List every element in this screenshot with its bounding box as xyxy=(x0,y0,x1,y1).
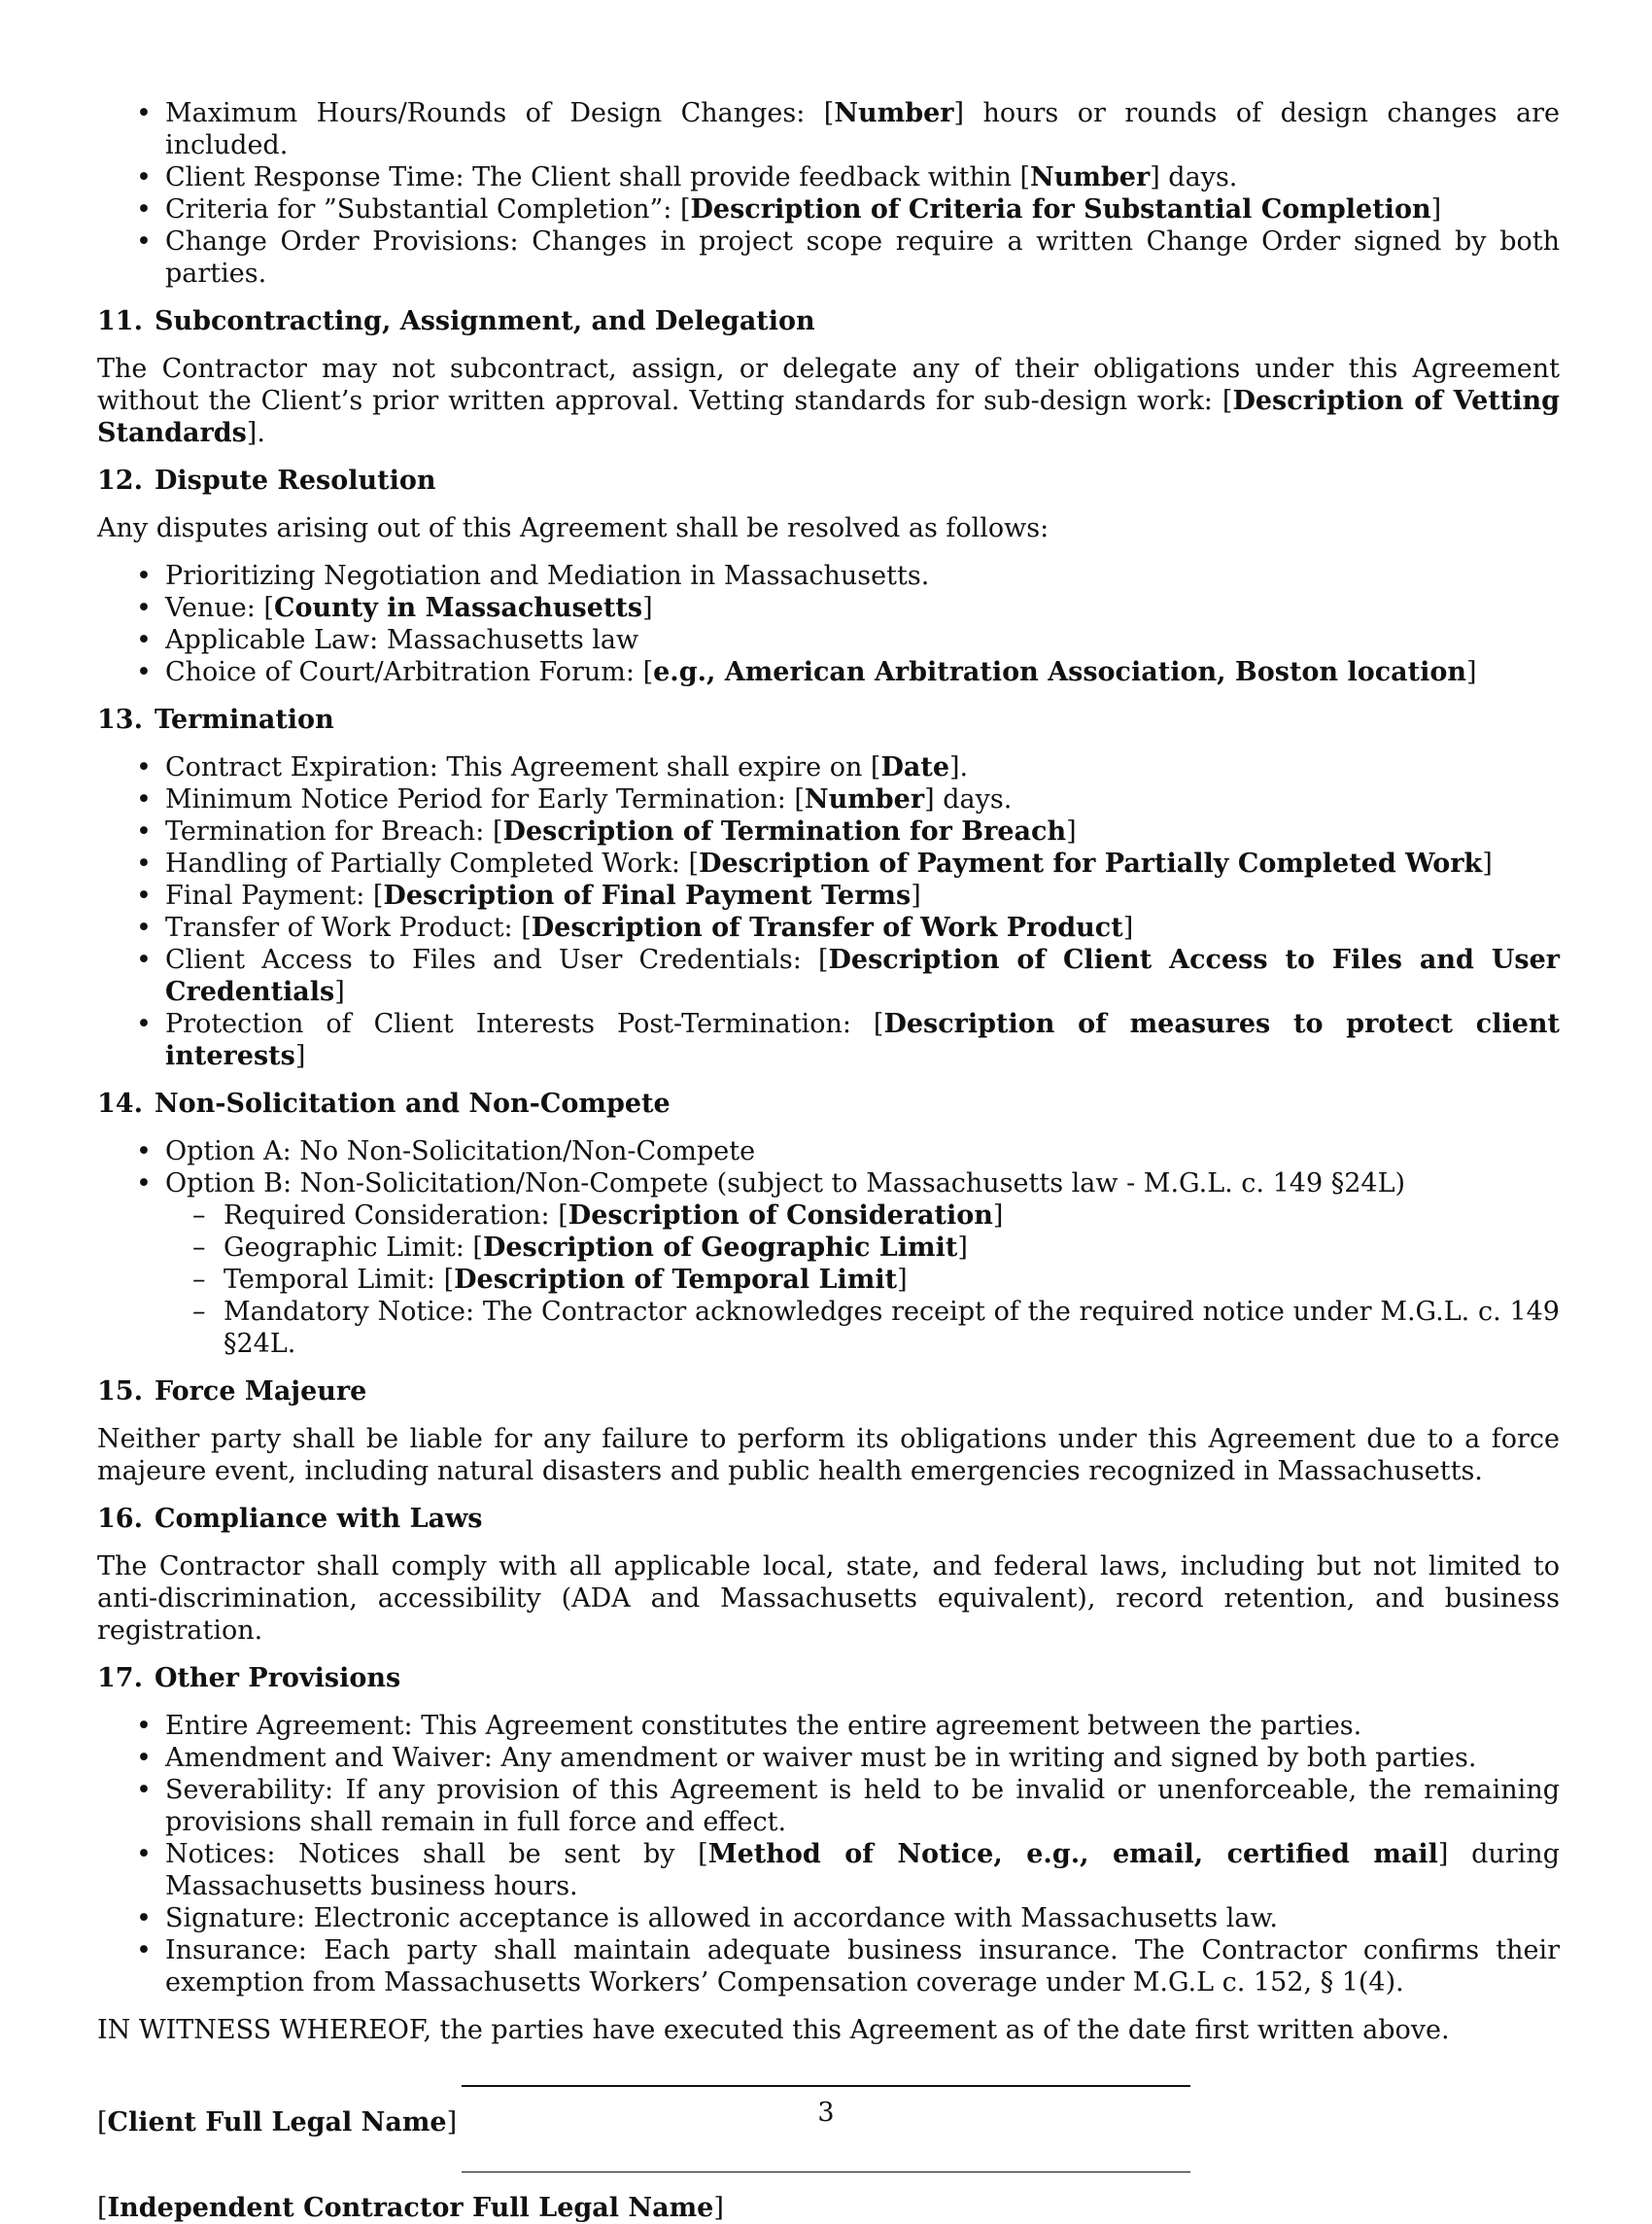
option-b: • Option B: Non-Solicitation/Non-Compete (subject to Massachusetts law - M.G.L. c. 149 §24L) xyxy=(97,1167,1560,1199)
page-number: 3 xyxy=(817,2098,835,2128)
section-11-text: The Contractor may not subcontract, assign, or delegate any of their obligations under this Agreement without the Client’s prior written approval. Vetting standards for sub-design work: [Description of Vetting Standards]. xyxy=(97,354,1560,448)
section-heading-13: 13. Termination xyxy=(97,705,334,735)
contractor-signature-name: [Independent Contractor Full Legal Name] xyxy=(97,2193,724,2223)
section-15-text: Neither party shall be liable for any failure to perform its obligations under this Agreement due to a force majeure event, including natural disasters and public health emergencies recognized in Massachusetts. xyxy=(97,1424,1560,1486)
list-item: • Criteria for ”Substantial Completion”: [Description of Criteria for Substantial Completion] xyxy=(97,193,1560,226)
design-change-terms-list xyxy=(97,97,1560,290)
list-item: • Client Access to Files and User Credentials: [Description of Client Access to Files and User Credentials] xyxy=(97,944,1560,1008)
list-item: • Prioritizing Negotiation and Mediation in Massachusetts. xyxy=(97,560,1560,592)
section-12-intro: Any disputes arising out of this Agreement shall be resolved as follows: xyxy=(97,513,1050,543)
list-item: • Applicable Law: Massachusetts law xyxy=(97,624,1560,656)
list-item: • Maximum Hours/Rounds of Design Changes: [Number] hours or rounds of design changes are included. xyxy=(97,97,1560,161)
list-item: • Client Response Time: The Client shall provide feedback within [Number] days. xyxy=(97,161,1560,193)
list-item: • Notices: Notices shall be sent by [Method of Notice, e.g., email, certified mail] during Massachusetts business hours. xyxy=(97,1838,1560,1902)
option-b-sublist xyxy=(97,1199,1560,1360)
section-16-text: The Contractor shall comply with all applicable local, state, and federal laws, including but not limited to anti-discrimination, accessibility (ADA and Massachusetts equivalent), record retention, and business registration. xyxy=(97,1551,1560,1646)
section-heading-17: 17. Other Provisions xyxy=(97,1663,401,1693)
list-item: • Minimum Notice Period for Early Termination: [Number] days. xyxy=(97,783,1560,816)
list-item: • Protection of Client Interests Post-Termination: [Description of measures to protect client interests] xyxy=(97,1008,1560,1072)
list-item: • Insurance: Each party shall maintain adequate business insurance. The Contractor confirms their exemption from Massachusetts Workers’ Compensation coverage under M.G.L c. 152, § 1(4). xyxy=(97,1934,1560,1998)
client-signature-name: [Client Full Legal Name] xyxy=(97,2107,458,2137)
other-provisions-list xyxy=(97,1710,1560,1998)
sub-list-item: – Mandatory Notice: The Contractor acknowledges receipt of the required notice under M.G.L. c. 149 §24L. xyxy=(97,1296,1560,1360)
sub-list-item: – Temporal Limit: [Description of Temporal Limit] xyxy=(97,1264,1560,1296)
sub-list-item: – Required Consideration: [Description of Consideration] xyxy=(97,1199,1560,1232)
list-item: • Signature: Electronic acceptance is allowed in accordance with Massachusetts law. xyxy=(97,1902,1560,1934)
list-item: • Transfer of Work Product: [Description of Transfer of Work Product] xyxy=(97,912,1560,944)
list-item: • Amendment and Waiver: Any amendment or waiver must be in writing and signed by both parties. xyxy=(97,1742,1560,1774)
option-a: • Option A: No Non-Solicitation/Non-Compete xyxy=(97,1135,1560,1167)
dispute-resolution-list xyxy=(97,560,1560,688)
section-heading-14: 14. Non-Solicitation and Non-Compete xyxy=(97,1089,671,1119)
sub-list-item: – Geographic Limit: [Description of Geographic Limit] xyxy=(97,1232,1560,1264)
witness-clause: IN WITNESS WHEREOF, the parties have executed this Agreement as of the date first written above. xyxy=(97,2015,1450,2045)
list-item: • Venue: [County in Massachusetts] xyxy=(97,592,1560,624)
non-compete-options-list xyxy=(97,1135,1560,1199)
section-heading-16: 16. Compliance with Laws xyxy=(97,1504,483,1534)
list-item: • Severability: If any provision of this Agreement is held to be invalid or unenforceable, the remaining provisions shall remain in full force and effect. xyxy=(97,1774,1560,1838)
section-heading-12: 12. Dispute Resolution xyxy=(97,466,436,496)
list-item: • Final Payment: [Description of Final Payment Terms] xyxy=(97,880,1560,912)
list-item: • Contract Expiration: This Agreement shall expire on [Date]. xyxy=(97,751,1560,783)
list-item: • Choice of Court/Arbitration Forum: [e.g., American Arbitration Association, Boston location] xyxy=(97,656,1560,688)
list-item: • Entire Agreement: This Agreement constitutes the entire agreement between the parties. xyxy=(97,1710,1560,1742)
list-item: • Change Order Provisions: Changes in project scope require a written Change Order signed by both parties. xyxy=(97,226,1560,290)
section-heading-15: 15. Force Majeure xyxy=(97,1376,367,1407)
section-heading-11: 11. Subcontracting, Assignment, and Delegation xyxy=(97,306,815,336)
list-item: • Termination for Breach: [Description of Termination for Breach] xyxy=(97,816,1560,848)
list-item: • Handling of Partially Completed Work: [Description of Payment for Partially Completed Work] xyxy=(97,848,1560,880)
termination-list xyxy=(97,751,1560,1072)
document-page xyxy=(97,97,1560,2224)
